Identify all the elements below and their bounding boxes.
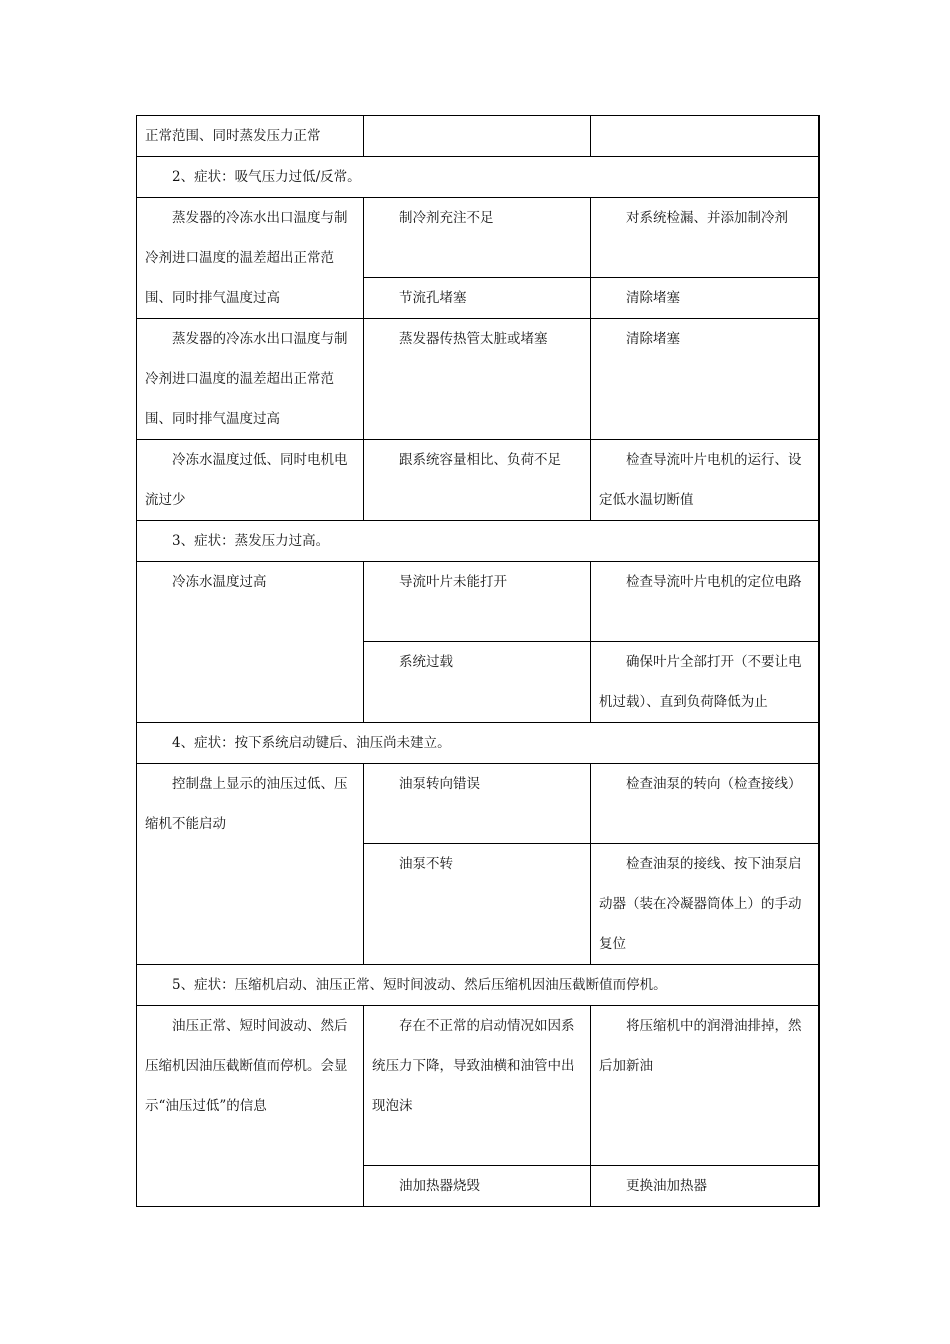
cause-cell	[364, 116, 591, 157]
table-row	[137, 1006, 819, 1166]
cause-cell: 导流叶片未能打开	[364, 562, 591, 642]
table-row	[137, 116, 819, 157]
table-row	[137, 198, 819, 278]
section-heading: 5、症状：压缩机启动、油压正常、短时间波动、然后压缩机因油压截断值而停机。	[137, 965, 819, 1006]
fix-cell: 更换油加热器	[591, 1166, 819, 1207]
cause-cell: 油加热器烧毁	[364, 1166, 591, 1207]
cause-cell: 存在不正常的启动情况如因系统压力下降，导致油横和油管中出现泡沫	[364, 1006, 591, 1166]
fix-cell: 清除堵塞	[591, 278, 819, 319]
fix-cell: 检查油泵的转向（检查接线）	[591, 764, 819, 844]
fix-cell: 将压缩机中的润滑油排掉，然后加新油	[591, 1006, 819, 1166]
section-heading: 4、症状：按下系统启动键后、油压尚未建立。	[137, 723, 819, 764]
condition-cell: 蒸发器的冷冻水出口温度与制冷剂进口温度的温差超出正常范围、同时排气温度过高	[137, 319, 364, 440]
section-row	[137, 521, 819, 562]
troubleshooting-table	[136, 115, 820, 1207]
cause-cell: 节流孔堵塞	[364, 278, 591, 319]
cause-cell: 制冷剂充注不足	[364, 198, 591, 278]
condition-cell: 正常范围、同时蒸发压力正常	[137, 116, 364, 157]
fix-cell: 检查导流叶片电机的定位电路	[591, 562, 819, 642]
section-row	[137, 723, 819, 764]
cause-cell: 油泵转向错误	[364, 764, 591, 844]
section-heading: 2、症状：吸气压力过低/反常。	[137, 157, 819, 198]
condition-cell: 油压正常、短时间波动、然后压缩机因油压截断值而停机。会显示“油压过低”的信息	[137, 1006, 364, 1207]
fix-cell: 确保叶片全部打开（不要让电机过载）、直到负荷降低为止	[591, 642, 819, 723]
cause-cell: 系统过载	[364, 642, 591, 723]
fix-cell: 检查导流叶片电机的运行、设定低水温切断值	[591, 440, 819, 521]
fix-cell	[591, 116, 819, 157]
condition-cell: 蒸发器的冷冻水出口温度与制冷剂进口温度的温差超出正常范围、同时排气温度过高	[137, 198, 364, 319]
fix-cell: 对系统检漏、并添加制冷剂	[591, 198, 819, 278]
cause-cell: 跟系统容量相比、负荷不足	[364, 440, 591, 521]
section-row	[137, 965, 819, 1006]
table-row	[137, 319, 819, 440]
condition-cell: 冷冻水温度过低、同时电机电流过少	[137, 440, 364, 521]
cause-cell: 油泵不转	[364, 844, 591, 965]
section-row	[137, 157, 819, 198]
section-heading: 3、症状：蒸发压力过高。	[137, 521, 819, 562]
table-row	[137, 562, 819, 642]
fix-cell: 检查油泵的接线、按下油泵启动器（装在冷凝器筒体上）的手动复位	[591, 844, 819, 965]
table-row	[137, 764, 819, 844]
condition-cell: 控制盘上显示的油压过低、压缩机不能启动	[137, 764, 364, 965]
table-row	[137, 440, 819, 521]
fix-cell: 清除堵塞	[591, 319, 819, 440]
cause-cell: 蒸发器传热管太脏或堵塞	[364, 319, 591, 440]
condition-cell: 冷冻水温度过高	[137, 562, 364, 723]
